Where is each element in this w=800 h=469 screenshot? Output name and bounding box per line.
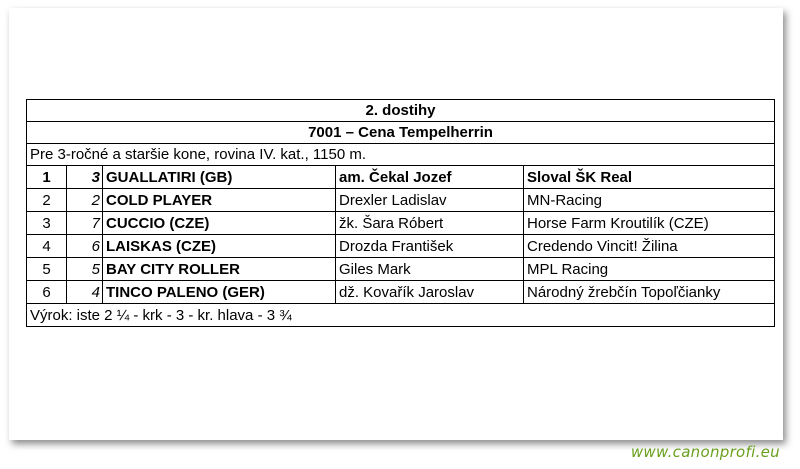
- position-cell: 1: [27, 166, 67, 188]
- table-row: [27, 166, 774, 189]
- number-cell: 7: [67, 212, 103, 234]
- jockey-cell: dž. Kovařík Jaroslav: [336, 281, 524, 303]
- owner-cell: Horse Farm Kroutilík (CZE): [527, 214, 709, 232]
- position-cell: 3: [27, 212, 67, 234]
- horse-cell: GUALLATIRI (GB): [103, 166, 336, 188]
- race-margins-row: [27, 304, 774, 326]
- owner-cell: Credendo Vincit! Žilina: [527, 237, 678, 255]
- number-cell: 3: [67, 166, 103, 188]
- position-cell: 5: [27, 258, 67, 280]
- number-cell: 5: [67, 258, 103, 280]
- owner-cell: MPL Racing: [527, 260, 609, 278]
- jockey-cell: am. Čekal Jozef: [336, 166, 524, 188]
- table-row: [27, 281, 774, 304]
- table-row: [27, 235, 774, 258]
- jockey-cell: Giles Mark: [336, 258, 524, 280]
- race-name: 7001 – Cena Tempelherrin: [308, 124, 493, 141]
- race-title-row: [27, 100, 774, 122]
- horse-cell: LAISKAS (CZE): [103, 235, 336, 257]
- position-cell: 2: [27, 189, 67, 211]
- number-cell: 6: [67, 235, 103, 257]
- table-row: [27, 212, 774, 235]
- document-page: [9, 8, 783, 440]
- owner-cell: Národný žrebčín Topoľčianky: [527, 283, 721, 301]
- race-conditions-row: [27, 144, 774, 166]
- owner-cell: Sloval ŠK Real: [527, 168, 633, 186]
- jockey-cell: Drozda František: [336, 235, 524, 257]
- number-cell: 2: [67, 189, 103, 211]
- race-name-row: [27, 122, 774, 144]
- position-cell: 6: [27, 281, 67, 303]
- table-row: [27, 258, 774, 281]
- horse-cell: COLD PLAYER: [103, 189, 336, 211]
- number-cell: 4: [67, 281, 103, 303]
- jockey-cell: žk. Šara Róbert: [336, 212, 524, 234]
- race-results-table: [26, 99, 775, 327]
- race-title: 2. dostihy: [365, 102, 436, 119]
- race-conditions: Pre 3-ročné a staršie kone, rovina IV. kat., 1150 m.: [30, 146, 367, 163]
- horse-cell: BAY CITY ROLLER: [103, 258, 336, 280]
- watermark: www.canonprofi.eu: [630, 443, 780, 461]
- table-row: [27, 189, 774, 212]
- race-margins: Výrok: iste 2 ¼ - krk - 3 - kr. hlava - 3 ¾: [30, 306, 292, 324]
- owner-cell: MN-Racing: [527, 191, 603, 209]
- horse-cell: CUCCIO (CZE): [103, 212, 336, 234]
- horse-cell: TINCO PALENO (GER): [103, 281, 336, 303]
- position-cell: 4: [27, 235, 67, 257]
- jockey-cell: Drexler Ladislav: [336, 189, 524, 211]
